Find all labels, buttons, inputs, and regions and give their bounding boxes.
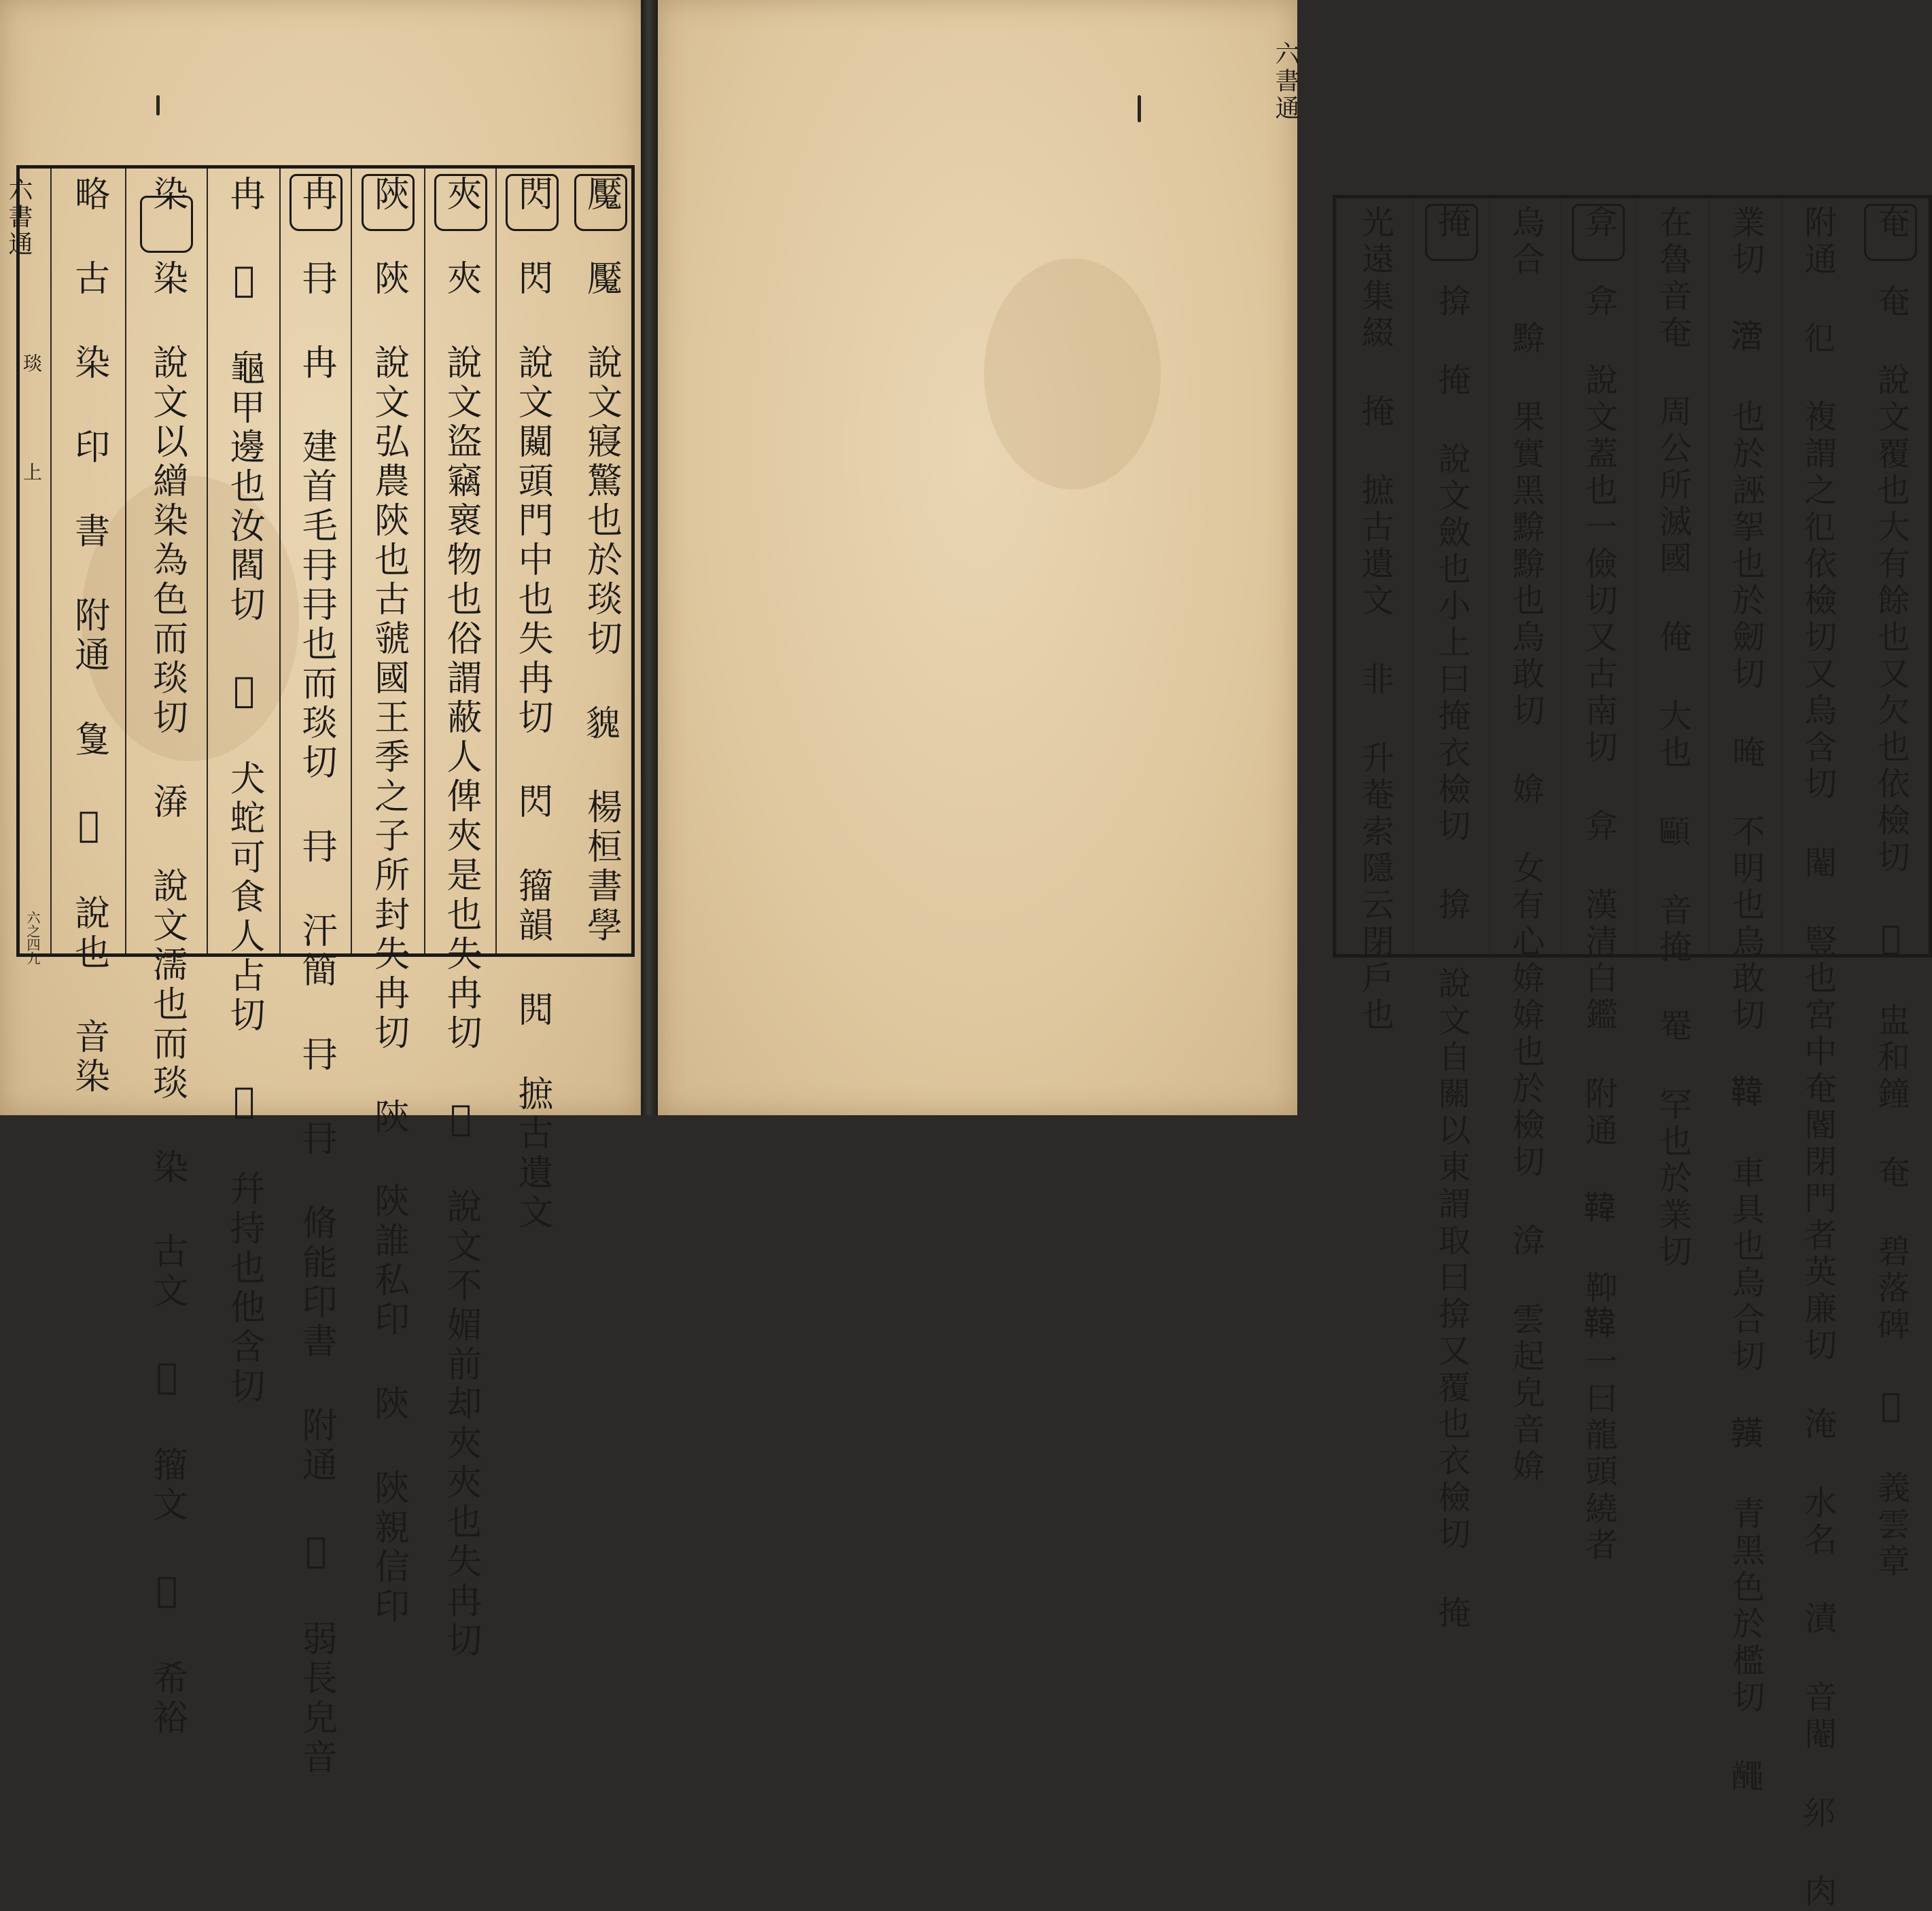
- column-text: 奄 奄 說文覆也大有餘也又欠也依檢切 𡚶 盅和鐘 奄 碧落碑 𠆲 義雲章: [1872, 205, 1910, 1581]
- right-column-3: [1708, 198, 1781, 1795]
- left-page: [0, 0, 641, 1778]
- column-text: 染 染 說文以繒染為色而琰切 㴁 說文濡也而琰 染 古文 𣼣 籀文 𣿂 希裕: [146, 175, 188, 1738]
- ink-mark: [156, 95, 160, 116]
- book-gutter: [641, 0, 658, 1115]
- left-column-8: [50, 169, 125, 1097]
- ink-mark: [1138, 95, 1141, 122]
- page-number: 六之四九: [24, 911, 41, 965]
- column-text: 陝 陝 說文弘農陝也古虢國王季之子所封失冉切 陝 陝誰私印 陝 陝親信印: [368, 175, 409, 1627]
- left-column-7: [125, 169, 207, 1738]
- left-column-3: [424, 169, 495, 1661]
- right-text-frame: [1333, 195, 1932, 1911]
- volume-mark: 上: [20, 462, 43, 484]
- right-column-5: [1560, 198, 1635, 1564]
- column-text: 烏合 黭 果實黑黭黭也烏敢切 媕 女有心媕媕也於檢切 渰 雲起皃音媕: [1506, 205, 1545, 1486]
- column-text: 夾 夾 說文盜竊褱物也俗謂蔽人俾夾是也失冉切 𨴊 說文不媚前却夾夾也失冉切: [440, 175, 482, 1661]
- column-text: 魘 魘 說文寢驚也於琰切 𩳏 楊桓書學: [580, 175, 622, 946]
- left-text-frame: [16, 165, 635, 1778]
- paper-stain: [984, 258, 1161, 489]
- left-column-1: [567, 169, 635, 953]
- right-column-8: [1336, 198, 1412, 1034]
- right-column-7: [1412, 198, 1489, 1632]
- book-title-folio: 六書通: [1271, 41, 1299, 122]
- left-column-6: [207, 169, 279, 1407]
- column-text: 弇 弇 說文蓋也一儉切又古南切 弇 漢清白鑑 附通 𩋾 䩕𩋾一曰龍頭繞者: [1579, 205, 1618, 1564]
- book-title-folio: 六書通: [5, 177, 33, 258]
- column-text: 附通 𢒿 複謂之𢒿依檢切又烏含切 閹 豎也宮中奄閽閉門者英廉切 淹 水名 漬 音閹 𨙵 肉: [1798, 205, 1837, 1911]
- right-column-1: [1852, 198, 1929, 1581]
- right-page: [658, 0, 1910, 1911]
- column-text: 光遠集綴 掩 摭古遺文 非 升菴索隱云閉戶也: [1356, 205, 1394, 1034]
- column-text: 冉 冄 冉 建首毛冄冄也而琰切 冄 汗簡 冄 冄 脩能印書 附通 𠕏 弱長皃音: [296, 175, 337, 1778]
- left-column-2: [495, 169, 567, 1233]
- rhyme-mark: 琰: [20, 353, 43, 375]
- column-text: 掩 揜 掩 說文斂也小上曰掩衣檢切 揜 說文自關以東謂取曰揜又覆也衣檢切 掩: [1432, 205, 1471, 1632]
- right-column-2: [1781, 198, 1852, 1911]
- right-column-4: [1635, 198, 1708, 1271]
- column-text: 在魯音奄 周公所滅國 俺 大也 𩔸 音掩 罨 罕也於業切: [1653, 205, 1692, 1271]
- column-text: 略 古 染 印 書 附通 𢿌 𠖡 說也 音染: [68, 175, 109, 1097]
- column-text: 閃 閃 說文闚頭門中也失冉切 閃 籀韻 𨳊 摭古遺文: [512, 175, 553, 1233]
- left-column-5: [279, 169, 351, 1778]
- column-text: 冉 𪚴 龜甲邊也汝閻切 𤙔 犬蛇可食人占切 𦏁 幷持也他含切: [224, 175, 265, 1407]
- left-column-4: [351, 169, 424, 1627]
- right-column-6: [1489, 198, 1560, 1486]
- column-text: 業切 𣾪 也於誣挐也於劒切 晻 不明也烏敢切 𩋾 車具也烏合切 𪏆 青黑色於檻切 𪓰: [1726, 205, 1765, 1795]
